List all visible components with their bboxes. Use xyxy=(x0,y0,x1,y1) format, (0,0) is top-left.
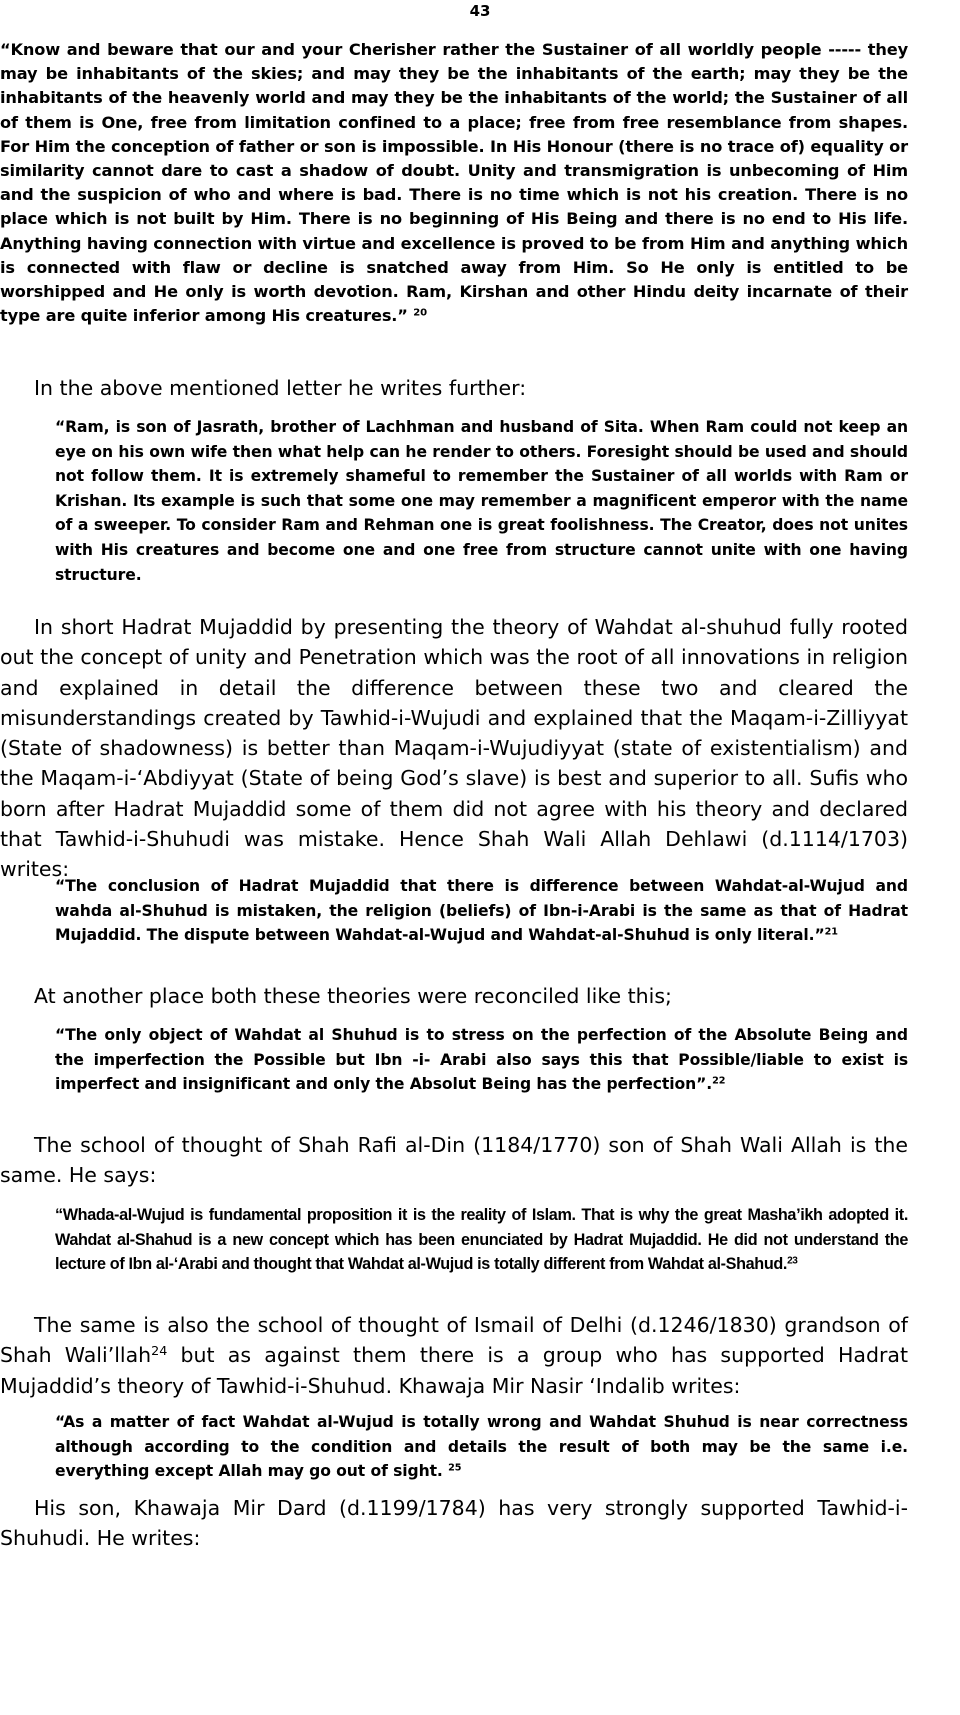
quote-text: “As a matter of fact Wahdat al-Wujud is totally wrong and Wahdat Shuhud is near correctness although according to the condition and details the result of both may be the same i.e. everything except Allah may go out of sight. xyxy=(55,1413,908,1481)
lead-letter-further: In the above mentioned letter he writes further: xyxy=(34,376,527,400)
footnote-ref-24: 24 xyxy=(151,1343,168,1359)
quote-shah-wali-allah xyxy=(55,874,908,948)
paragraph-mir-dard: His son, Khawaja Mir Dard (d.1199/1784) has very strongly supported Tawhid-i-Shuhudi. He writes: xyxy=(0,1496,908,1551)
footnote-ref-21: 21 xyxy=(824,926,838,938)
quote-text: “The conclusion of Hadrat Mujaddid that there is difference between Wahdat-al-Wujud and wahda al-Shuhud is mistaken, the religion (beliefs) of Ibn-i-Arabi is the same as that of Hadrat Mujaddid. The dispute between Wahdat-al-Wujud and Wahdat-al-Shuhud is only literal.” xyxy=(55,877,908,945)
quote-text: “Know and beware that our and your Cherisher rather the Sustainer of all worldly people ----- they may be inhabitants of the skies; and may they be the inhabitants of the earth; may they be the inhabitants of the heavenly world and may they be the inhabitants of the world; the Sustainer of all of them is One, free from limitation confined to a place; free from free resemblance from shapes. For Him the conception of father or son is impossible. In His Honour (there is no trace of) equality or similarity cannot dare to cast a shadow of doubt. Unity and transmigration is unbecoming of Him and the suspicion of who and where is bad. There is no time which is not his creation. There is no place which is not built by Him. There is no beginning of His Being and there is no end to His life. Anything having connection with virtue and excellence is proved to be from Him and anything which is connected with flaw or decline is snatched away from Him. So He only is entitled to be worshipped and He only is worth devotion. Ram, Kirshan and other Hindu deity incarnate of their type are quite inferior among His creatures.” xyxy=(0,40,908,326)
quote-mir-nasir-indalib xyxy=(55,1410,908,1484)
quote-shah-rafi-al-din xyxy=(55,1203,908,1277)
quote-letter-sustainer xyxy=(0,38,908,328)
paragraph-ismail-of-delhi xyxy=(0,1310,908,1401)
quote-reconciliation xyxy=(55,1023,908,1097)
footnote-ref-23: 23 xyxy=(787,1255,798,1267)
footnote-ref-20: 20 xyxy=(413,307,427,319)
footnote-ref-22: 22 xyxy=(712,1075,726,1087)
quote-text: “Whada-al-Wujud is fundamental proposition it is the reality of Islam. That is why the great Masha’ikh adopted it. Wahdat al-Shahud is a new concept which has been enunciated by Hadrat Mujaddid. He did not understand the lecture of Ibn al-‘Arabi and thought that Wahdat al-Wujud is totally different from Wahdat al-Shahud. xyxy=(55,1206,908,1274)
quote-text: “The only object of Wahdat al Shuhud is to stress on the perfection of the Absolute Being and the imperfection the Possible but Ibn -i- Arabi also says this that Possible/liable to exist is imperfect and insignificant and only the Absolut Being has the perfection”. xyxy=(55,1026,908,1094)
paragraph-text: The same is also the school of thought of Ismail of Delhi (d.1246/1830) grandson of Shah Wali’llah xyxy=(0,1313,908,1368)
quote-ram-krishan xyxy=(55,415,908,587)
lead-reconciled: At another place both these theories were reconciled like this; xyxy=(34,984,672,1008)
paragraph-wahdat-al-shuhud: In short Hadrat Mujaddid by presenting the theory of Wahdat al-shuhud fully rooted out the concept of unity and Penetration which was the root of all innovations in religion and explained in detail the difference between these two and cleared the misunderstandings created by Tawhid-i-Wujudi and explained that the Maqam-i-Zilliyyat (State of shadowness) is better than Maqam-i-Wujudiyyat (state of existentialism) and the Maqam-i-‘Abdiyyat (State of being God’s slave) is best and superior to all. Sufis who born after Hadrat Mujaddid some of them did not agree with his theory and declared that Tawhid-i-Shuhudi was mistake. Hence Shah Wali Allah Dehlawi (d.1114/1703) writes: xyxy=(0,615,908,882)
quote-text: “Ram, is son of Jasrath, brother of Lachhman and husband of Sita. When Ram could not keep an eye on his own wife then what help can he render to others. Foresight should be used and should not follow them. It is extremely shameful to remember the Sustainer of all worlds with Ram or Krishan. Its example is such that some one may remember a magnificent emperor with the name of a sweeper. To consider Ram and Rehman one is great foolishness. The Creator, does not unites with His creatures and become one and one free from structure cannot unite with one having structure. xyxy=(55,418,908,584)
page-number: 43 xyxy=(469,2,491,20)
paragraph-shah-rafi-al-din: The school of thought of Shah Rafi al-Din (1184/1770) son of Shah Wali Allah is the same. He says: xyxy=(0,1133,908,1188)
footnote-ref-25: 25 xyxy=(448,1462,462,1474)
paragraph-text-continued: but as against them there is a group who has supported Hadrat Mujaddid’s theory of Tawhid-i-Shuhud. Khawaja Mir Nasir ‘Indalib writes: xyxy=(0,1343,908,1398)
